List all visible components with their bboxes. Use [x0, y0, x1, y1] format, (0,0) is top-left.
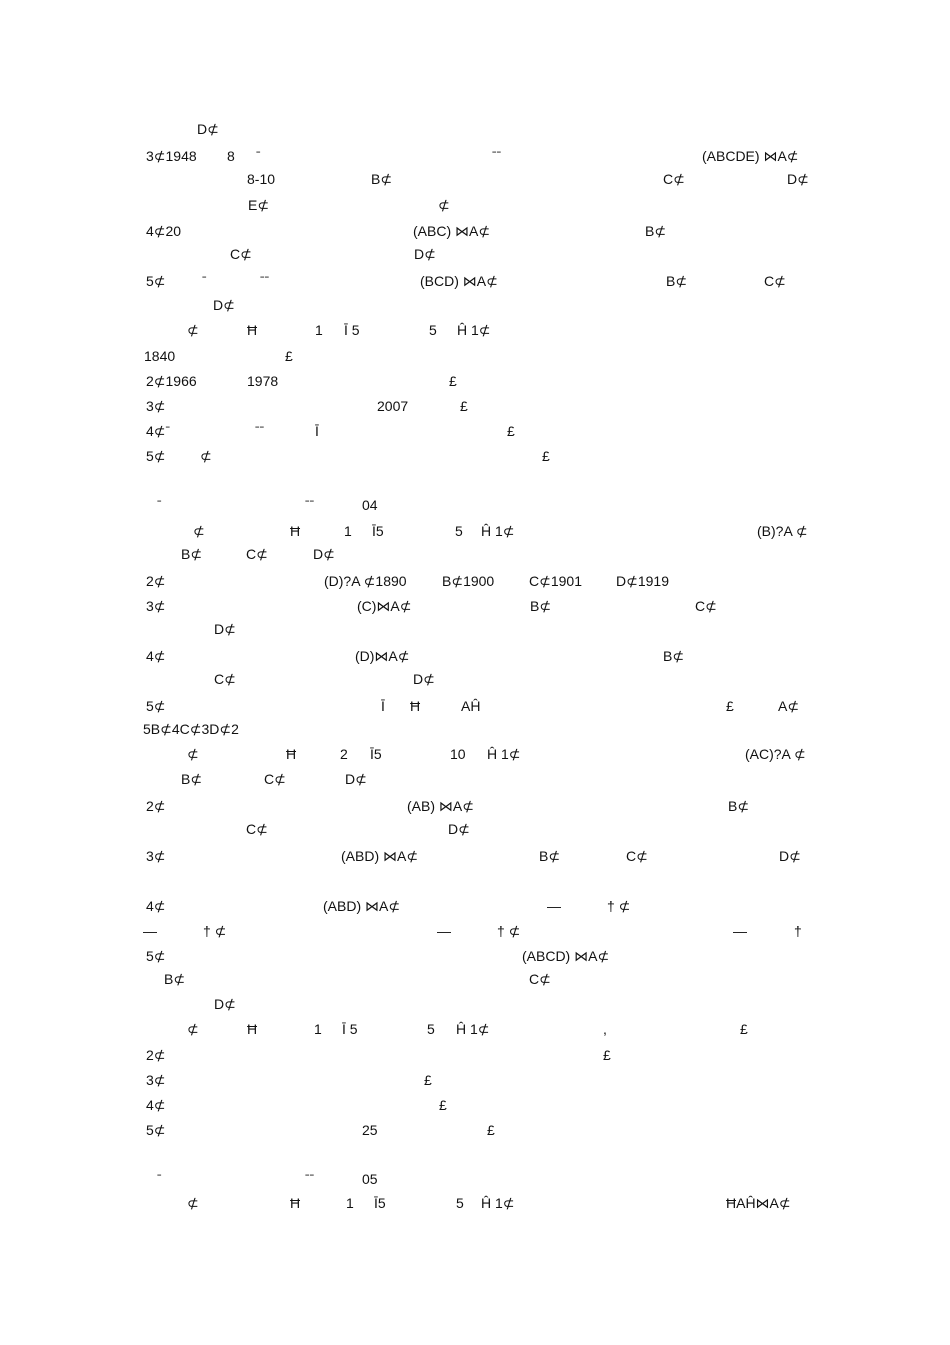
text-fragment: C⊄ [529, 971, 551, 987]
document-line [0, 970, 950, 992]
text-fragment: (B)?A ⊄ [757, 523, 808, 539]
text-fragment: £ [439, 1097, 447, 1113]
document-line [0, 545, 950, 567]
text-fragment: D⊄ [313, 546, 335, 562]
text-fragment: 3⊄ [146, 598, 166, 614]
text-fragment: 5⊄ [146, 1122, 166, 1138]
text-fragment: 1 [314, 1021, 322, 1037]
document-line [0, 897, 950, 919]
document-line [0, 321, 950, 343]
text-fragment: — [143, 923, 157, 939]
text-fragment: ˉ [157, 1171, 162, 1187]
text-fragment: 5 [429, 322, 437, 338]
text-fragment: 5 [456, 1195, 464, 1211]
text-fragment: ⊄ [187, 1021, 199, 1037]
text-fragment: (ABC) ⋈A⊄ [413, 223, 491, 239]
document-line [0, 296, 950, 318]
text-fragment: 1 [315, 322, 323, 338]
text-fragment: Ĥ 1⊄ [487, 746, 521, 762]
text-fragment: £ [424, 1072, 432, 1088]
text-fragment: B⊄ [181, 771, 203, 787]
text-fragment: Ħ [410, 698, 421, 714]
text-fragment: 05 [362, 1171, 378, 1187]
text-fragment: E⊄ [248, 197, 270, 213]
text-fragment: † [794, 923, 802, 939]
text-fragment: Ĥ 1⊄ [481, 1195, 515, 1211]
text-fragment: 3⊄ [146, 398, 166, 414]
text-fragment: 3⊄1948 [146, 148, 197, 164]
text-fragment: C⊄ [246, 546, 268, 562]
text-fragment: £ [507, 423, 515, 439]
text-fragment: 4⊄ [146, 648, 166, 664]
text-fragment: (D)?A ⊄1890 [324, 573, 407, 589]
document-line [0, 496, 950, 518]
text-fragment: C⊄ [230, 246, 252, 262]
text-fragment: £ [542, 448, 550, 464]
text-fragment: Ĥ 1⊄ [456, 1021, 490, 1037]
text-fragment: ⊄ [187, 746, 199, 762]
document-line [0, 170, 950, 192]
document-line [0, 1096, 950, 1118]
text-fragment: Ħ [247, 322, 258, 338]
document-line [0, 196, 950, 218]
text-fragment: 4⊄ [146, 898, 166, 914]
text-fragment: £ [740, 1021, 748, 1037]
text-fragment: ˉ [202, 273, 207, 289]
text-fragment: Ī 5 [344, 322, 360, 338]
text-fragment: Ħ [247, 1021, 258, 1037]
document-line [0, 745, 950, 767]
text-fragment: 3⊄ [146, 1072, 166, 1088]
text-fragment: D⊄ [197, 121, 219, 137]
text-fragment: D⊄ [448, 821, 470, 837]
text-fragment: Ħ [290, 523, 301, 539]
text-fragment: Ī 5 [342, 1021, 358, 1037]
text-fragment: ˉˉ [255, 423, 265, 439]
text-fragment: D⊄ [213, 297, 235, 313]
text-fragment: Ĥ 1⊄ [481, 523, 515, 539]
text-fragment: (ABD) ⋈A⊄ [323, 898, 401, 914]
text-fragment: D⊄ [413, 671, 435, 687]
document-line [0, 120, 950, 142]
text-fragment: ˉ [256, 148, 261, 164]
text-fragment: 2 [340, 746, 348, 762]
text-fragment: £ [487, 1122, 495, 1138]
document-line [0, 422, 950, 444]
text-fragment: £ [460, 398, 468, 414]
text-fragment: 5 [427, 1021, 435, 1037]
document-line [0, 922, 950, 944]
text-fragment: £ [449, 373, 457, 389]
text-fragment: 5 [455, 523, 463, 539]
text-fragment: 2⊄ [146, 573, 166, 589]
document-line [0, 272, 950, 294]
text-fragment: Ĥ 1⊄ [457, 322, 491, 338]
document-line [0, 397, 950, 419]
text-fragment: D⊄ [787, 171, 809, 187]
text-fragment: , [603, 1021, 607, 1037]
text-fragment: Ħ [286, 746, 297, 762]
text-fragment: ĦAĤ⋈A⊄ [726, 1195, 791, 1211]
document-line [0, 1046, 950, 1068]
text-fragment: B⊄ [728, 798, 750, 814]
text-fragment: D⊄ [214, 996, 236, 1012]
text-fragment: † ⊄ [607, 898, 631, 914]
text-fragment: B⊄ [539, 848, 561, 864]
document-line [0, 245, 950, 267]
text-fragment: ⊄ [200, 448, 212, 464]
text-fragment: AĤ [461, 698, 481, 714]
text-fragment: £ [285, 348, 293, 364]
document-line [0, 447, 950, 469]
document-line [0, 222, 950, 244]
text-fragment: (AB) ⋈A⊄ [407, 798, 474, 814]
text-fragment: £ [603, 1047, 611, 1063]
document-line [0, 597, 950, 619]
text-fragment: 1840 [144, 348, 176, 364]
document-line [0, 947, 950, 969]
document-line [0, 522, 950, 544]
text-fragment: — [733, 923, 747, 939]
text-fragment: (AC)?A ⊄ [745, 746, 806, 762]
text-fragment: C⊄ [246, 821, 268, 837]
text-fragment: ⊄ [187, 322, 199, 338]
text-fragment: Ī5 [370, 746, 382, 762]
text-fragment: Ī5 [374, 1195, 386, 1211]
text-fragment: 04 [362, 497, 378, 513]
text-fragment: Ī [381, 698, 385, 714]
text-fragment: (ABD) ⋈A⊄ [341, 848, 419, 864]
text-fragment: B⊄ [666, 273, 688, 289]
text-fragment: 3⊄ [146, 848, 166, 864]
text-fragment: £ [726, 698, 734, 714]
text-fragment: B⊄ [181, 546, 203, 562]
text-fragment: C⊄ [695, 598, 717, 614]
document-line [0, 1071, 950, 1093]
text-fragment: † ⊄ [203, 923, 227, 939]
text-fragment: B⊄ [530, 598, 552, 614]
text-fragment: ˉˉ [260, 273, 270, 289]
document-line [0, 647, 950, 669]
text-fragment: 5⊄ [146, 948, 166, 964]
text-fragment: 1978 [247, 373, 279, 389]
document-line [0, 572, 950, 594]
document-line [0, 847, 950, 869]
text-fragment: 4⊄ˉ [146, 423, 171, 439]
text-fragment: ⊄ [187, 1195, 199, 1211]
text-fragment: Ħ [290, 1195, 301, 1211]
text-fragment: ⊄ [193, 523, 205, 539]
text-fragment: B⊄1900 [442, 573, 495, 589]
document-line [0, 1121, 950, 1143]
document-line [0, 1170, 950, 1192]
document-line [0, 1020, 950, 1042]
document-line [0, 1194, 950, 1216]
text-fragment: 25 [362, 1122, 378, 1138]
text-fragment: C⊄ [214, 671, 236, 687]
text-fragment: ˉˉ [305, 1171, 315, 1187]
text-fragment: B⊄ [645, 223, 667, 239]
text-fragment: (BCD) ⋈A⊄ [420, 273, 498, 289]
document-line [0, 797, 950, 819]
text-fragment: 1 [346, 1195, 354, 1211]
text-fragment: D⊄1919 [616, 573, 669, 589]
document-line [0, 697, 950, 719]
text-fragment: 5⊄ [146, 698, 166, 714]
text-fragment: ⊄ [438, 197, 450, 213]
text-fragment: 2⊄1966 [146, 373, 197, 389]
document-line [0, 147, 950, 169]
text-fragment: D⊄ [345, 771, 367, 787]
text-fragment: (D)⋈A⊄ [355, 648, 410, 664]
text-fragment: (ABCDE) ⋈A⊄ [702, 148, 799, 164]
text-fragment: 4⊄20 [146, 223, 182, 239]
text-fragment: 8-10 [247, 171, 276, 187]
text-fragment: D⊄ [214, 621, 236, 637]
text-fragment: ˉˉ [492, 148, 502, 164]
document-line [0, 720, 950, 742]
text-fragment: C⊄ [764, 273, 786, 289]
document-line [0, 995, 950, 1017]
text-fragment: B⊄ [663, 648, 685, 664]
text-fragment: C⊄1901 [529, 573, 582, 589]
text-fragment: B⊄ [371, 171, 393, 187]
text-fragment: 2⊄ [146, 1047, 166, 1063]
document-line [0, 620, 950, 642]
text-fragment: 5⊄ [146, 273, 166, 289]
text-fragment: A⊄ [778, 698, 800, 714]
text-fragment: Ī5 [372, 523, 384, 539]
text-fragment: Ī [315, 423, 319, 439]
text-fragment: 1 [344, 523, 352, 539]
text-fragment: (ABCD) ⋈A⊄ [522, 948, 610, 964]
text-fragment: 10 [450, 746, 466, 762]
text-fragment: † ⊄ [497, 923, 521, 939]
text-fragment: 8 [227, 148, 235, 164]
text-fragment: D⊄ [414, 246, 436, 262]
text-fragment: D⊄ [779, 848, 801, 864]
document-line [0, 670, 950, 692]
text-fragment: ˉˉ [305, 497, 315, 513]
text-fragment: 5⊄ [146, 448, 166, 464]
document-line [0, 770, 950, 792]
text-fragment: B⊄ [164, 971, 186, 987]
text-fragment: 2007 [377, 398, 409, 414]
text-fragment: C⊄ [663, 171, 685, 187]
text-fragment: (C)⋈A⊄ [357, 598, 412, 614]
text-fragment: — [437, 923, 451, 939]
document-line [0, 372, 950, 394]
text-fragment: C⊄ [626, 848, 648, 864]
text-fragment: C⊄ [264, 771, 286, 787]
text-fragment: — [547, 898, 561, 914]
document-line [0, 347, 950, 369]
document-line [0, 820, 950, 842]
text-fragment: 2⊄ [146, 798, 166, 814]
text-fragment: ˉ [157, 497, 162, 513]
text-fragment: 4⊄ [146, 1097, 166, 1113]
text-fragment: 5B⊄4C⊄3D⊄2 [143, 721, 239, 737]
